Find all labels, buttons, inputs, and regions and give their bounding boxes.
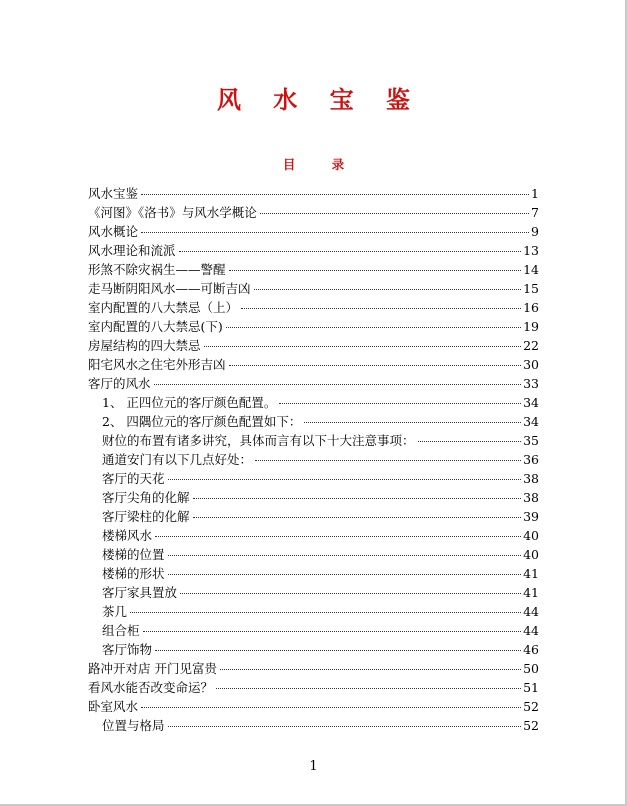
toc-entry[interactable]: [88, 241, 539, 260]
dot-leader: [216, 688, 521, 689]
dot-leader: [168, 479, 522, 480]
toc-entry-page: 50: [523, 661, 539, 676]
dot-leader: [241, 308, 521, 309]
dot-leader: [155, 650, 521, 651]
toc-entry-title: 《河图》《洛书》与风水学概论: [88, 205, 257, 220]
toc-entry-title: 客厅梁柱的化解: [102, 509, 190, 524]
toc-entry-page: 38: [523, 490, 539, 505]
toc-entry[interactable]: [88, 583, 539, 602]
dot-leader: [193, 498, 522, 499]
toc-entry-page: 1: [531, 186, 539, 201]
document-title: 风 水 宝 鉴: [216, 85, 423, 114]
dot-leader: [180, 593, 521, 594]
dot-leader: [168, 555, 522, 556]
toc-entry-page: 41: [523, 566, 539, 581]
toc-entry[interactable]: [88, 564, 539, 583]
toc-entry-page: 14: [523, 262, 539, 277]
toc-entry[interactable]: [88, 697, 539, 716]
toc-entry-title: 风水概论: [88, 224, 139, 239]
dot-leader: [168, 574, 522, 575]
toc-entry[interactable]: [88, 260, 539, 279]
toc-entry-page: 13: [523, 243, 539, 258]
toc-entry-page: 44: [523, 623, 539, 638]
toc-entry[interactable]: [88, 640, 539, 659]
toc-entry[interactable]: [88, 279, 539, 298]
dot-leader: [130, 612, 521, 613]
toc-entry[interactable]: [88, 488, 539, 507]
dot-leader: [204, 346, 522, 347]
toc-entry-page: 34: [523, 414, 539, 429]
toc-entry-title: 阳宅风水之住宅外形吉凶: [88, 357, 226, 372]
toc-entry[interactable]: [88, 203, 539, 222]
dot-leader: [141, 232, 529, 233]
toc-entry-page: 52: [523, 699, 539, 714]
toc-entry-title: 1、 正四位元的客厅颜色配置。: [102, 395, 277, 410]
toc-entry-page: 40: [523, 528, 539, 543]
toc-entry-title: 组合柜: [102, 623, 140, 638]
toc-entry-title: 茶几: [102, 604, 128, 619]
dot-leader: [260, 213, 529, 214]
toc-entry-page: 40: [523, 547, 539, 562]
toc-entry[interactable]: [88, 374, 539, 393]
toc-entry[interactable]: [88, 621, 539, 640]
toc-entry-title: 通道安门有以下几点好处：: [102, 452, 253, 467]
toc-entry[interactable]: [88, 602, 539, 621]
table-of-contents: [88, 184, 539, 735]
dot-leader: [254, 289, 522, 290]
toc-entry[interactable]: [88, 298, 539, 317]
toc-entry-title: 2、 四隅位元的客厅颜色配置如下：: [102, 414, 302, 429]
dot-leader: [143, 631, 522, 632]
toc-entry-title: 卧室风水: [88, 699, 139, 714]
toc-entry-title: 楼梯的位置: [102, 547, 165, 562]
toc-heading: 目 录: [282, 157, 361, 172]
dot-leader: [418, 441, 522, 442]
toc-entry-page: 19: [523, 319, 539, 334]
toc-entry[interactable]: [88, 678, 539, 697]
toc-entry-title: 看风水能否改变命运？: [88, 680, 214, 695]
dot-leader: [229, 365, 522, 366]
toc-entry-title: 客厅的风水: [88, 376, 151, 391]
toc-entry-title: 客厅的天花: [102, 471, 165, 486]
toc-entry[interactable]: [88, 507, 539, 526]
toc-entry-page: 30: [523, 357, 539, 372]
toc-entry[interactable]: [88, 545, 539, 564]
toc-entry-page: 36: [523, 452, 539, 467]
toc-entry-title: 客厅家具置放: [102, 585, 178, 600]
toc-entry[interactable]: [88, 450, 539, 469]
toc-entry-page: 46: [523, 642, 539, 657]
toc-entry-title: 走马断阴阳风水——可断吉凶: [88, 281, 251, 296]
toc-entry-title: 财位的布置有诸多讲究，具体而言有以下十大注意事项：: [102, 433, 415, 448]
toc-entry-page: 51: [523, 680, 539, 695]
dot-leader: [229, 270, 522, 271]
toc-entry[interactable]: [88, 355, 539, 374]
toc-entry[interactable]: [88, 469, 539, 488]
toc-entry-page: 52: [523, 718, 539, 733]
dot-leader: [279, 403, 521, 404]
toc-entry-page: 35: [523, 433, 539, 448]
toc-entry-page: 16: [523, 300, 539, 315]
toc-entry-title: 室内配置的八大禁忌(下): [88, 319, 223, 334]
toc-entry[interactable]: [88, 336, 539, 355]
dot-leader: [304, 422, 521, 423]
dot-leader: [141, 194, 529, 195]
dot-leader: [193, 517, 522, 518]
toc-entry[interactable]: [88, 222, 539, 241]
toc-entry-title: 风水理论和流派: [88, 243, 176, 258]
toc-entry[interactable]: [88, 393, 539, 412]
toc-entry-page: 38: [523, 471, 539, 486]
toc-entry-page: 44: [523, 604, 539, 619]
toc-entry-title: 风水宝鉴: [88, 186, 139, 201]
toc-entry-page: 15: [523, 281, 539, 296]
toc-entry-title: 房屋结构的四大禁忌: [88, 338, 201, 353]
dot-leader: [155, 536, 521, 537]
toc-entry-page: 39: [523, 509, 539, 524]
toc-entry[interactable]: [88, 317, 539, 336]
toc-entry[interactable]: [88, 431, 539, 450]
toc-entry-title: 室内配置的八大禁忌（上）: [88, 300, 239, 315]
toc-entry[interactable]: [88, 184, 539, 203]
toc-entry-title: 客厅尖角的化解: [102, 490, 190, 505]
dot-leader: [255, 460, 521, 461]
toc-entry-title: 路冲开对店 开门见富贵: [88, 661, 217, 676]
dot-leader: [141, 707, 521, 708]
toc-entry-title: 形煞不除灾祸生——警醒: [88, 262, 226, 277]
toc-entry-title: 楼梯风水: [102, 528, 153, 543]
dot-leader: [226, 327, 521, 328]
dot-leader: [168, 726, 522, 727]
toc-entry-page: 9: [531, 224, 539, 239]
toc-entry-title: 楼梯的形状: [102, 566, 165, 581]
toc-entry-page: 41: [523, 585, 539, 600]
toc-entry-page: 34: [523, 395, 539, 410]
toc-entry-page: 22: [523, 338, 539, 353]
toc-entry-page: 7: [531, 205, 539, 220]
dot-leader: [154, 384, 522, 385]
toc-entry[interactable]: [88, 659, 539, 678]
toc-entry-title: 客厅饰物: [102, 642, 153, 657]
toc-entry[interactable]: [88, 716, 539, 735]
page-number: 1: [309, 759, 318, 774]
toc-entry[interactable]: [88, 412, 539, 431]
toc-entry-title: 位置与格局: [102, 718, 165, 733]
dot-leader: [179, 251, 522, 252]
toc-entry-page: 33: [523, 376, 539, 391]
dot-leader: [220, 669, 521, 670]
toc-entry[interactable]: [88, 526, 539, 545]
